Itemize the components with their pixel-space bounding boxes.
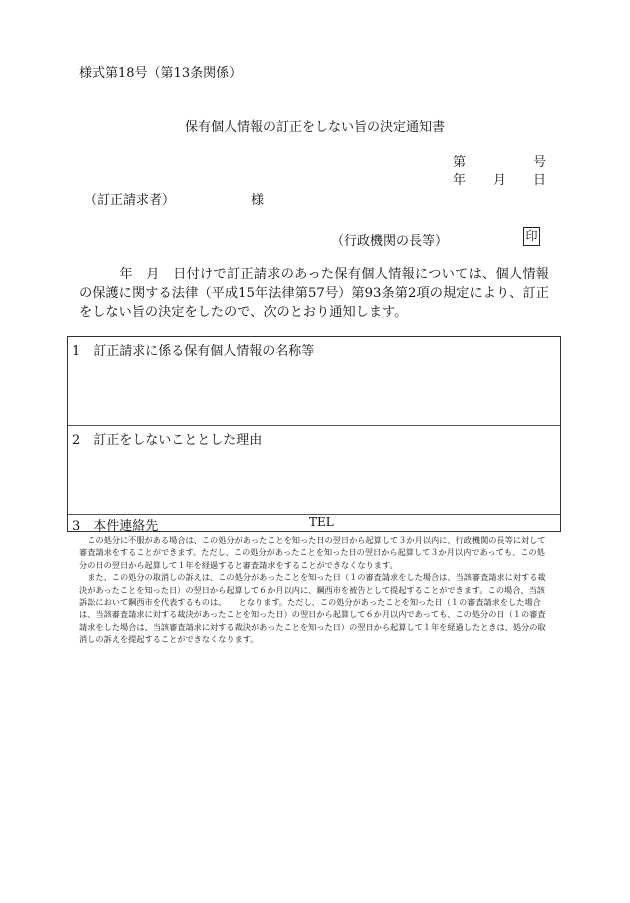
- table-row: [68, 426, 560, 515]
- document-title: 保有個人情報の訂正をしない旨の決定通知書: [184, 120, 445, 135]
- form-number: 様式第18号（第13条関係）: [79, 66, 243, 81]
- date-month: 月: [493, 173, 507, 188]
- agency-head-label: （行政機関の長等）: [331, 234, 449, 249]
- appeal-notes: [79, 534, 551, 646]
- notice-paragraph: 年 月 日付けで訂正請求のあった保有個人情報については、個人情報の保護に関する法律（平成15年法律第57号）第93条第2項の規定により、訂正をしない旨の決定をしたので、次のとおり通知します。: [79, 267, 549, 320]
- notice-table: [67, 336, 561, 532]
- claimant-label: （訂正請求者）: [84, 193, 176, 208]
- honorific: 様: [251, 193, 265, 208]
- notice-body: [79, 265, 549, 322]
- seal-mark: 印: [523, 227, 540, 246]
- row-label-contact: 3 本件連絡先: [72, 519, 159, 534]
- tel-label: TEL: [309, 515, 334, 529]
- number-prefix: 第: [453, 155, 467, 170]
- table-row: [68, 337, 560, 426]
- table-row: [68, 515, 560, 532]
- number-suffix: 号: [533, 155, 547, 170]
- row-label-info-name: 1 訂正請求に係る保有個人情報の名称等: [72, 344, 315, 359]
- row-label-reason: 2 訂正をしないこととした理由: [72, 433, 263, 448]
- date-day: 日: [533, 173, 547, 188]
- date-year: 年: [453, 173, 467, 188]
- appeal-note-2: また、この処分の取消しの訴えは、この処分があったことを知った日（１の審査請求をした場合は、当該審査請求に対する裁決があったことを知った日）の翌日から起算して６か月以内に、鋼西市を被告として提起することができます。この場合、当該訴訟において鋼西市を代表するものは、 となります。ただし、この処分があったことを知った日（１の審査請求をした場合は、当該審査請求に対する裁決があったことを知った日）の翌日から起算して６か月以内であっても、この処分の日（１の審査請求をした場合は、当該審査請求に対する裁決があったことを知った日）の翌日から起算して１年を経過したときは、処分の取消しの訴えを提起することができなくなります。: [79, 572, 546, 645]
- appeal-note-1: この処分に不服がある場合は、この処分があったことを知った日の翌日から起算して３か月以内に、行政機関の長等に対して審査請求をすることができます。ただし、この処分があったことを知った日の翌日から起算して３か月以内であっても、この処分の日の翌日から起算して１年を経過すると審査請求をすることができなくなります。: [79, 535, 546, 570]
